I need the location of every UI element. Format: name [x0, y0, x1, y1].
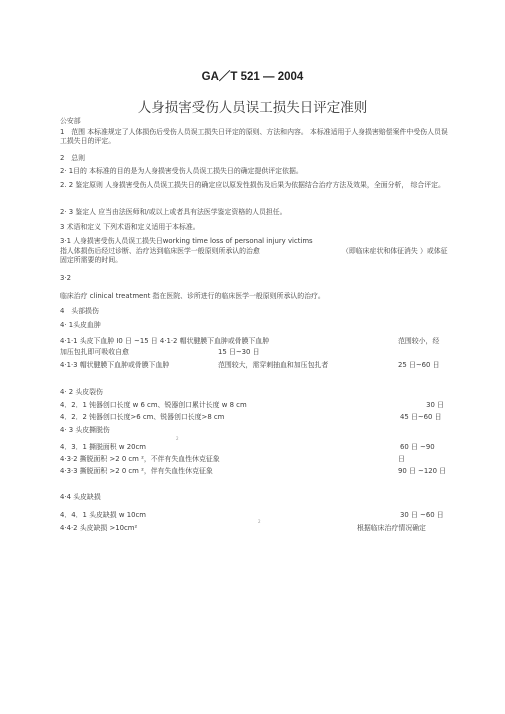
document-title: 人身损害受伤人员误工损失日评定准则: [137, 100, 368, 116]
item-4-3-1-days: 60 日 ~90: [400, 443, 435, 451]
superscript-mark: 2: [176, 436, 179, 441]
item-4-1-1: 4·1·1 头皮下血肿 I0 日 ~15 日 4·1·2 帽状腱膜下血肿或骨膜下血肿: [60, 337, 270, 345]
item-4-1-3-condition: 范围较大，需穿刺抽血和加压包扎者: [218, 361, 329, 369]
section-3-2: 3·2: [60, 274, 71, 282]
item-4-4-1-days: 30 日 ~60 日: [400, 511, 444, 519]
section-2-2: 2. 2 鉴定原则 人身损害受伤人员误工损失日的确定应以原发性损伤及后果为依据结合治疗方法及效果，全面分析， 综合评定。: [60, 181, 445, 189]
item-4-1-3: 4·1·3 帽状腱膜下血肿或骨膜下血肿: [60, 361, 170, 369]
item-4-3-3: 4·3·3 撕脱面积 >2 0 cm ²，伴有失血性休克征象: [60, 467, 213, 475]
footnote-mark: 2: [258, 519, 261, 524]
section-2-1: 2· 1目的 本标准的目的是为人身损害受伤人员误工损失日的确定提供评定依据。: [60, 167, 303, 175]
item-4-3-1: 4．3．1 撕脱面积 w 20cm: [60, 443, 146, 451]
item-4-3-2-days: 日: [398, 455, 405, 463]
section-3-1: 3·1 人身损害受伤人员误工损失日working time loss of personal injury victims: [60, 237, 313, 245]
section-2-3: 2· 3 鉴定人 应当由法医师和/或以上或者具有法医学鉴定资格的人员担任。: [60, 208, 287, 216]
item-4-1-3-days: 25 日~60 日: [398, 361, 440, 369]
issuer: 公安部: [60, 117, 81, 125]
standard-number: GA／T 521 — 2004: [201, 71, 304, 83]
section-4-4: 4·4 头皮缺损: [60, 493, 101, 501]
item-4-2-2: 4．2．2 钝器创口长度>6 cm、锐器创口长度>8 cm: [60, 413, 225, 421]
section-3-1-definition-a: 指人体损伤后经过诊断、治疗达到临床医学一般原则所承认的治愈: [60, 247, 260, 255]
item-4-3-2: 4·3·2 撕脱面积 >2 0 cm ²，不伴有失血性休克征象: [60, 455, 220, 463]
item-4-1-2-range: 范围较小，经: [398, 337, 440, 345]
item-4-4-2-note: 根据临床治疗情况确定: [357, 524, 426, 532]
section-1-scope: 1 范围 本标准规定了人体损伤后受伤人员误工损失日评定的原则、方法和内容。 本标准适用于人身损害赔偿案件中受伤人员误工损失日的评定。: [60, 128, 448, 145]
item-4-2-1-days: 30 日: [426, 401, 444, 409]
item-4-2-1: 4．2．1 钝器创口长度 w 6 cm、锐器创口累计长度 w 8 cm: [60, 401, 247, 409]
section-3-heading: 3 术语和定义 下列术语和定义适用于本标准。: [60, 223, 200, 231]
item-4-4-1: 4．4．1 头皮缺损 w 10cm: [60, 511, 146, 519]
section-4-1: 4· 1头皮血肿: [60, 321, 101, 329]
item-4-2-2-days: 45 日~60 日: [400, 413, 442, 421]
section-4-3: 4· 3 头皮撕脱伤: [60, 426, 110, 434]
item-4-1-2-days: 15 日~30 日: [218, 348, 260, 356]
item-4-4-2: 4·4·2 头皮缺损 >10cm²: [60, 524, 138, 532]
section-2-heading: 2 总则: [60, 154, 86, 162]
item-4-3-3-days: 90 日 ~120 日: [398, 467, 447, 475]
section-3-2-definition: 临床治疗 clinical treatment 指在医院、诊所进行的临床医学一般原则所承认的治疗。: [60, 292, 325, 300]
item-4-1-2-condition: 加压包扎即可吸收自愈: [60, 348, 129, 356]
section-4-heading: 4 头部损伤: [60, 307, 99, 315]
section-4-2: 4· 2 头皮裂伤: [60, 388, 103, 396]
section-3-1-definition-b: （即临床症状和体征消失 ）或体征固定所需要的时间。: [60, 247, 448, 264]
